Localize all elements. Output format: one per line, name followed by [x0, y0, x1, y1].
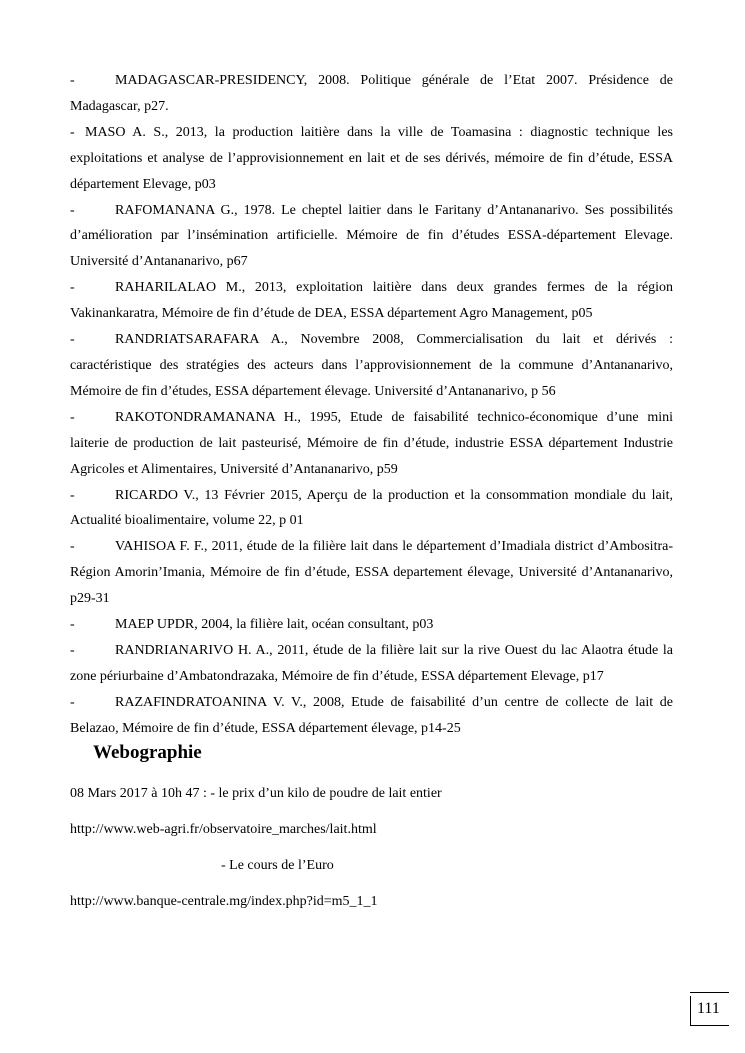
list-dash: -: [70, 73, 75, 88]
list-dash: -: [70, 202, 75, 218]
bibliography-entry: [70, 275, 673, 327]
entry-text: RANDRIANARIVO H. A., 2011, étude de la filière lait sur la rive Ouest du lac Alaotra étude la zone périurbaine d’Ambatondrazaka, Mémoire de fin d’étude, ESSA département Elevage, p17: [70, 642, 673, 684]
list-dash: -: [70, 642, 75, 658]
bibliography-entry: [70, 198, 673, 276]
entry-text: MASO A. S., 2013, la production laitière dans la ville de Toamasina : diagnostic technique les exploitations et analyse de l’approvisionnement en lait et de ses dérivés, mémoire de fin d’étude, ESSA département Elevage, p03: [70, 124, 673, 192]
webographie-line-euro: - Le cours de l’Euro: [221, 858, 334, 873]
bibliography-list: [70, 68, 673, 742]
bibliography-entry: [70, 327, 673, 405]
page-number-box: [690, 996, 729, 1026]
list-dash: -: [70, 332, 75, 348]
bibliography-entry: [70, 483, 673, 535]
entry-text: VAHISOA F. F., 2011, étude de la filière lait dans le département d’Imadiala district d’Ambositra-Région Amorin’Imania, Mémoire de fin d’étude, ESSA departement élevage, Université d’Antananarivo, p29-31: [70, 539, 673, 607]
entry-text: MAEP UPDR, 2004, la filière lait, océan consultant, p03: [115, 617, 434, 633]
entry-text: RICARDO V., 13 Février 2015, Aperçu de la production et la consommation mondiale du lait, Actualité bioalimentaire, volume 22, p 01: [70, 487, 673, 529]
entry-text: RANDRIATSARAFARA A., Novembre 2008, Commercialisation du lait et dérivés : caractéristique des stratégies des acteurs dans l’approvisionnement de la commune d’Antananarivo, Mémoire de fin d’études, ESSA département élevage. Université d’Antananarivo, p 56: [70, 332, 673, 399]
list-dash: -: [70, 409, 75, 425]
page-number-rule: [690, 992, 729, 996]
webographie-heading: Webographie: [93, 742, 202, 763]
bibliography-entry: [70, 405, 673, 483]
bibliography-entry: [70, 120, 673, 198]
page-number: 111: [697, 1000, 720, 1017]
bibliography-entry: [70, 690, 673, 742]
webographie-url-lait[interactable]: http://www.web-agri.fr/observatoire_marches/lait.html: [70, 822, 377, 837]
list-dash: -: [70, 539, 75, 555]
entry-text: RAHARILALAO M., 2013, exploitation laitière dans deux grandes fermes de la région Vakinankaratra, Mémoire de fin d’étude de DEA, ESSA département Agro Management, p05: [70, 280, 673, 322]
bibliography-entry: [70, 638, 673, 690]
list-dash: -: [70, 617, 75, 633]
entry-text: RAKOTONDRAMANANA H., 1995, Etude de faisabilité technico-économique d’une mini laiterie de production de lait pasteurisé, Mémoire de fin d’étude, industrie ESSA département Industrie Agricoles et Alimentaires, Université d’Antananarivo, p59: [70, 409, 673, 477]
bibliography-entry: [70, 68, 673, 120]
bibliography-entry: [70, 534, 673, 612]
webographie-line-date: 08 Mars 2017 à 10h 47 : - le prix d’un kilo de poudre de lait entier: [70, 786, 442, 801]
bibliography-entry: [70, 612, 673, 638]
list-dash: -: [70, 280, 75, 296]
list-dash: -: [70, 487, 75, 503]
entry-text: MADAGASCAR-PRESIDENCY, 2008. Politique générale de l’Etat 2007. Présidence de Madagascar, p27.: [70, 73, 673, 114]
webographie-url-banque[interactable]: http://www.banque-centrale.mg/index.php?id=m5_1_1: [70, 894, 378, 909]
list-dash: -: [70, 694, 75, 710]
entry-text: RAZAFINDRATOANINA V. V., 2008, Etude de faisabilité d’un centre de collecte de lait de Belazao, Mémoire de fin d’étude, ESSA département élevage, p14-25: [70, 694, 673, 736]
list-dash: -: [70, 124, 75, 140]
entry-text: RAFOMANANA G., 1978. Le cheptel laitier dans le Faritany d’Antananarivo. Ses possibilités d’amélioration par l’insémination artificielle. Mémoire de fin d’études ESSA-département Elevage. Université d’Antananarivo, p67: [70, 202, 673, 270]
